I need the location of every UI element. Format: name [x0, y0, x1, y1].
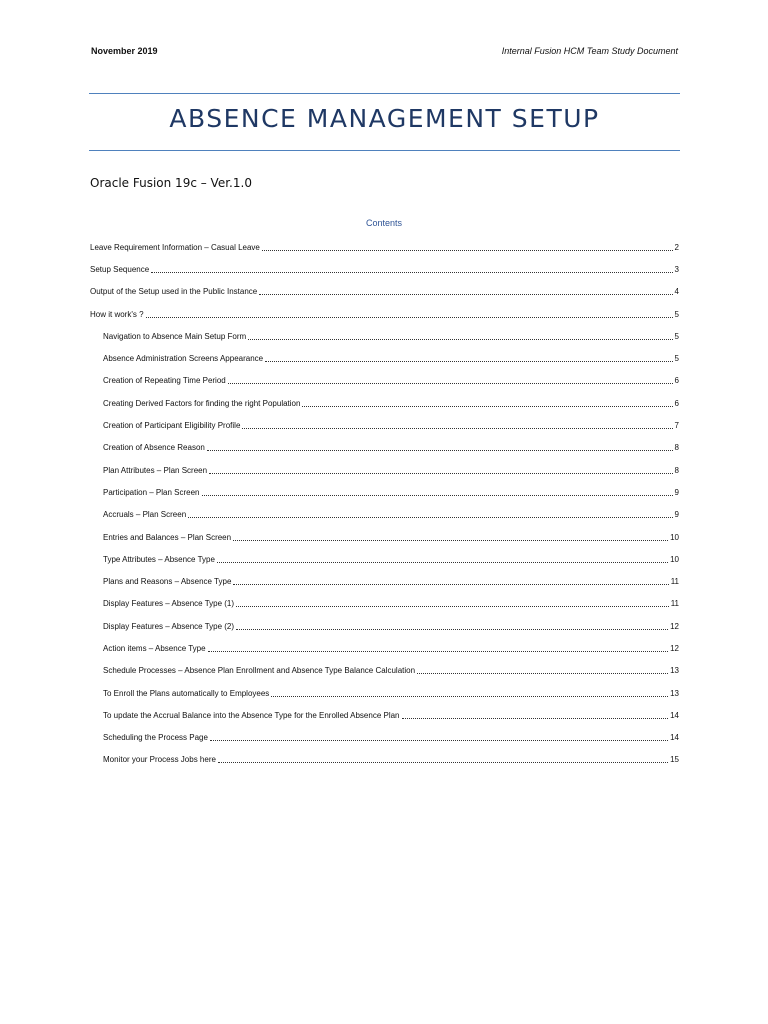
toc-dot-leader: [207, 450, 673, 451]
toc-entry-title[interactable]: Type Attributes – Absence Type: [103, 554, 215, 564]
toc-entry-page-number[interactable]: 11: [670, 577, 679, 587]
toc-dot-leader: [417, 673, 668, 674]
toc-dot-leader: [262, 250, 673, 251]
toc-entry[interactable]: [90, 660, 679, 682]
toc-entry-title[interactable]: Absence Administration Screens Appearance: [103, 354, 264, 364]
title-rule-top: [89, 93, 680, 94]
toc-entry-title[interactable]: Setup Sequence: [90, 264, 150, 274]
toc-dot-leader: [151, 272, 672, 273]
toc-entry-title[interactable]: Leave Requirement Information – Casual Leave: [90, 242, 260, 252]
toc-dot-leader: [217, 562, 668, 563]
contents-heading: Contents: [365, 218, 403, 228]
toc-entry[interactable]: [90, 347, 679, 369]
toc-entry-page-number[interactable]: 5: [674, 354, 679, 364]
toc-entry[interactable]: [90, 258, 679, 280]
toc-entry-title[interactable]: To update the Accrual Balance into the Absence Type for the Enrolled Absence Plan: [103, 710, 400, 720]
toc-dot-leader: [265, 361, 672, 362]
toc-dot-leader: [302, 406, 672, 407]
toc-entry[interactable]: [90, 526, 679, 548]
toc-dot-leader: [146, 317, 673, 318]
toc-dot-leader: [233, 584, 668, 585]
toc-entry-page-number[interactable]: 12: [670, 643, 679, 653]
toc-dot-leader: [271, 696, 668, 697]
toc-entry[interactable]: [90, 392, 679, 414]
toc-entry-page-number[interactable]: 13: [670, 666, 679, 676]
toc-entry-page-number[interactable]: 6: [674, 398, 679, 408]
toc-entry-page-number[interactable]: 2: [674, 242, 679, 252]
toc-entry-title[interactable]: Output of the Setup used in the Public Instance: [90, 287, 258, 297]
toc-entry[interactable]: [90, 727, 679, 749]
toc-entry[interactable]: [90, 637, 679, 659]
toc-entry-title[interactable]: To Enroll the Plans automatically to Employees: [103, 688, 270, 698]
toc-entry-title[interactable]: Plans and Reasons – Absence Type: [103, 577, 232, 587]
toc-entry-title[interactable]: Participation – Plan Screen: [103, 487, 200, 497]
toc-entry[interactable]: [90, 236, 679, 258]
toc-entry-title[interactable]: Display Features – Absence Type (2): [103, 621, 235, 631]
toc-dot-leader: [259, 294, 672, 295]
toc-entry-title[interactable]: Action items – Absence Type: [103, 643, 206, 653]
toc-entry-page-number[interactable]: 5: [674, 331, 679, 341]
toc-entry-page-number[interactable]: 12: [670, 621, 679, 631]
toc-entry-page-number[interactable]: 10: [670, 532, 679, 542]
toc-entry[interactable]: [90, 682, 679, 704]
toc-entry-page-number[interactable]: 14: [670, 733, 679, 743]
toc-entry[interactable]: [90, 459, 679, 481]
toc-dot-leader: [236, 629, 668, 630]
toc-entry-title[interactable]: Plan Attributes – Plan Screen: [103, 465, 208, 475]
toc-entry[interactable]: [90, 570, 679, 592]
toc-entry-page-number[interactable]: 8: [674, 443, 679, 453]
toc-entry-title[interactable]: Accruals – Plan Screen: [103, 510, 187, 520]
table-of-contents: [90, 236, 679, 771]
toc-entry[interactable]: [90, 548, 679, 570]
toc-entry-title[interactable]: Scheduling the Process Page: [103, 733, 208, 743]
toc-entry-title[interactable]: Creation of Repeating Time Period: [103, 376, 226, 386]
toc-dot-leader: [209, 473, 672, 474]
toc-entry-page-number[interactable]: 4: [674, 287, 679, 297]
toc-dot-leader: [228, 383, 673, 384]
toc-entry-page-number[interactable]: 9: [674, 510, 679, 520]
toc-entry-page-number[interactable]: 13: [670, 688, 679, 698]
toc-entry[interactable]: [90, 281, 679, 303]
header-date: November 2019: [91, 46, 158, 56]
toc-entry[interactable]: [90, 325, 679, 347]
toc-dot-leader: [236, 606, 669, 607]
document-title: ABSENCE MANAGEMENT SETUP: [169, 104, 600, 133]
toc-entry-page-number[interactable]: 14: [670, 710, 679, 720]
toc-entry-title[interactable]: Creating Derived Factors for finding the right Population: [103, 398, 301, 408]
toc-entry-page-number[interactable]: 8: [674, 465, 679, 475]
toc-dot-leader: [210, 740, 668, 741]
document-subtitle: Oracle Fusion 19c – Ver.1.0: [90, 176, 252, 190]
toc-entry-page-number[interactable]: 3: [674, 264, 679, 274]
toc-entry[interactable]: [90, 593, 679, 615]
header-document-label: Internal Fusion HCM Team Study Document: [501, 46, 678, 56]
toc-entry[interactable]: [90, 504, 679, 526]
toc-entry-page-number[interactable]: 5: [674, 309, 679, 319]
toc-entry[interactable]: [90, 749, 679, 771]
toc-entry-title[interactable]: Creation of Absence Reason: [103, 443, 205, 453]
toc-entry[interactable]: [90, 303, 679, 325]
toc-entry-page-number[interactable]: 15: [670, 755, 679, 765]
toc-entry[interactable]: [90, 481, 679, 503]
toc-entry[interactable]: [90, 437, 679, 459]
toc-dot-leader: [242, 428, 672, 429]
title-rule-bottom: [89, 150, 680, 151]
toc-dot-leader: [248, 339, 672, 340]
toc-entry[interactable]: [90, 704, 679, 726]
toc-entry-page-number[interactable]: 10: [670, 554, 679, 564]
toc-dot-leader: [188, 517, 672, 518]
toc-entry[interactable]: [90, 414, 679, 436]
toc-entry-title[interactable]: Navigation to Absence Main Setup Form: [103, 331, 247, 341]
toc-entry[interactable]: [90, 615, 679, 637]
toc-entry-title[interactable]: Entries and Balances – Plan Screen: [103, 532, 232, 542]
toc-entry-page-number[interactable]: 9: [674, 487, 679, 497]
toc-entry-title[interactable]: Display Features – Absence Type (1): [103, 599, 235, 609]
toc-dot-leader: [218, 762, 668, 763]
toc-entry-page-number[interactable]: 6: [674, 376, 679, 386]
toc-entry-title[interactable]: How it work's ?: [90, 309, 144, 319]
toc-entry[interactable]: [90, 370, 679, 392]
toc-dot-leader: [233, 540, 668, 541]
toc-entry-page-number[interactable]: 7: [674, 421, 679, 431]
toc-dot-leader: [202, 495, 673, 496]
toc-dot-leader: [208, 651, 669, 652]
toc-entry-title[interactable]: Creation of Participant Eligibility Profile: [103, 421, 241, 431]
toc-entry-page-number[interactable]: 11: [670, 599, 679, 609]
toc-entry-title[interactable]: Schedule Processes – Absence Plan Enrollment and Absence Type Balance Calculation: [103, 666, 416, 676]
toc-entry-title[interactable]: Monitor your Process Jobs here: [103, 755, 216, 765]
toc-dot-leader: [402, 718, 669, 719]
